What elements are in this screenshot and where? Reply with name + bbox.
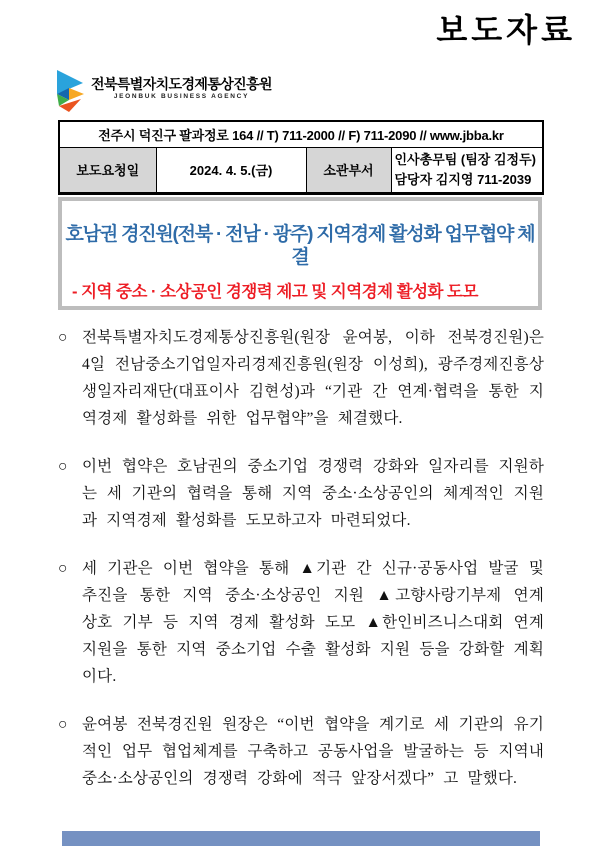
footer-divider-bar [62,831,540,846]
body-paragraph-3 [58,555,544,690]
headline-title: 호남권 경진원(전북 · 전남 · 광주) 지역경제 활성화 업무협약 체결 [65,224,535,268]
agency-name: 전북특별자치도경제통상진흥원 [91,76,272,92]
agency-name-english: JEONBUK BUSINESS AGENCY [113,93,250,100]
body-paragraph-1 [58,324,544,432]
paragraph-bullet: ○ [58,329,68,346]
agency-logo [56,70,272,112]
headline-subtitle: - 지역 중소 · 소상공인 경쟁력 제고 및 지역경제 활성화 도모 [72,282,478,301]
paragraph-bullet: ○ [58,458,68,475]
press-release-kicker: 보도자료 [436,12,576,48]
contact-info-table [58,120,544,195]
department-team: 인사총무팀 (팀장 김정두) [394,151,536,167]
department-person: 담당자 김지영 711-2039 [394,171,532,187]
paragraph-bullet: ○ [58,560,68,577]
headline-box [58,197,542,310]
table-row-address [59,121,543,147]
paragraph-bullet: ○ [58,716,68,733]
press-date-value: 2024. 4. 5.(금) [156,147,306,193]
agency-address: 전주시 덕진구 팔과정로 164 // T) 711-2000 // F) 711-2090 // www.jbba.kr [59,121,543,147]
agency-logo-icon [56,70,86,112]
body-paragraph-4 [58,711,544,792]
paragraph-text: 윤여봉 전북경진원 원장은 “이번 협약을 계기로 세 기관의 유기적인 업무 협업체계를 구축하고 공동사업을 발굴하는 등 지역내 중소·소상공인의 경쟁력 강화에 적극 앞장서겠다” 고 말했다. [82,716,544,787]
press-release-body [58,324,544,813]
body-paragraph-2 [58,453,544,534]
paragraph-text: 전북특별자치도경제통상진흥원(원장 윤여봉, 이하 전북경진원)은 4일 전남중소기업일자리경제진흥원(원장 이성희), 광주경제진흥상생일자리재단(대표이사 김현성)과 “기관 간 연계·협력을 통한 지역경제 활성화를 위한 업무협약”을 체결했다. [82,329,544,427]
agency-logo-text [91,70,272,101]
table-row-contacts [59,147,543,193]
department-label: 소관부서 [306,147,391,193]
paragraph-text: 이번 협약은 호남권의 중소기업 경쟁력 강화와 일자리를 지원하는 세 기관의 협력을 통해 지역 중소·소상공인의 체계적인 지원과 지역경제 활성화를 도모하고자 마련되었다. [82,458,544,529]
press-date-label: 보도요청일 [59,147,156,193]
paragraph-text: 세 기관은 이번 협약을 통해 ▲기관 간 신규·공동사업 발굴 및 추진을 통한 지역 중소·소상공인 지원 ▲고향사랑기부제 연계 상호 기부 등 지역 경제 활성화 도모 ▲한인비즈니스대회 연계 지원을 통한 지역 중소기업 수출 활성화 지원 등을 강화할 계획이다. [82,560,544,685]
department-contact-cell [391,147,543,193]
